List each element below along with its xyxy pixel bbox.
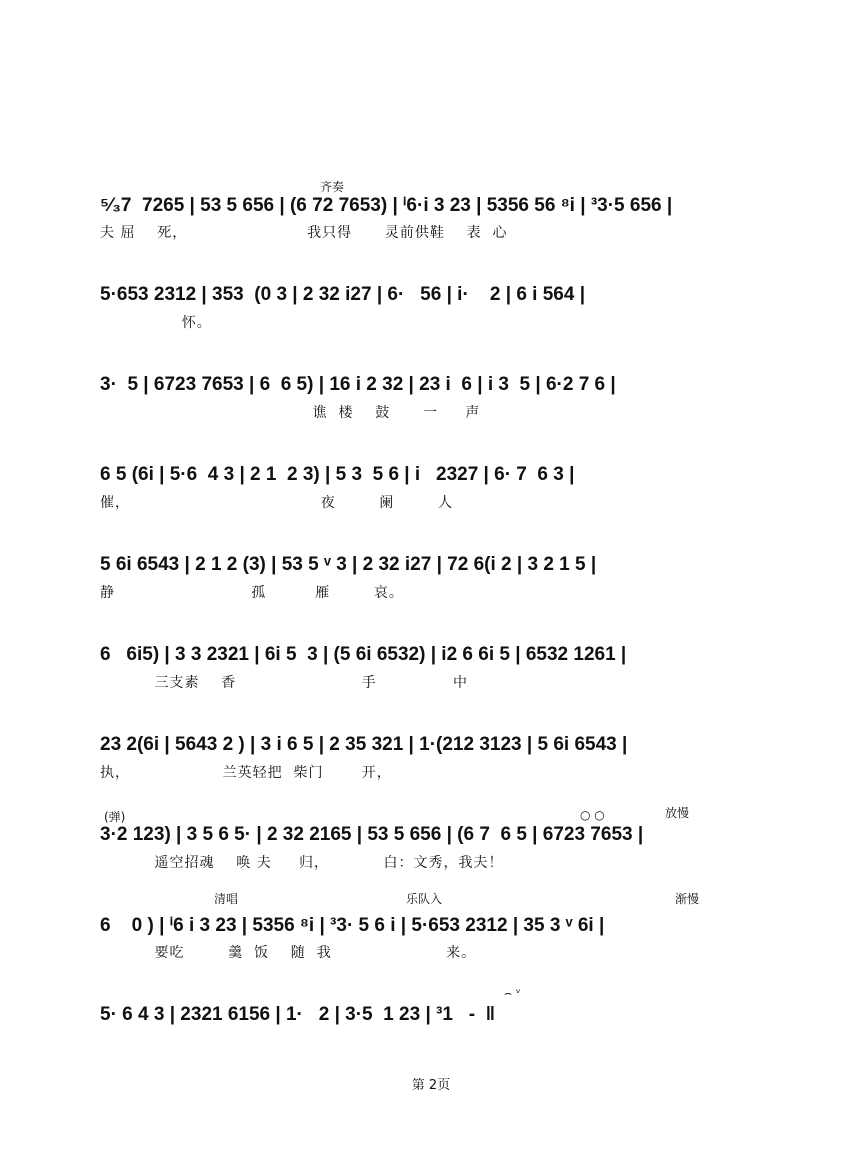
score-system-1 <box>100 180 770 244</box>
performance-mark: 清唱 <box>214 892 239 906</box>
lyric-line: 催， 夜 阑 人 <box>100 495 453 511</box>
score-system-5 <box>100 554 770 604</box>
score-system-8 <box>100 806 770 874</box>
score-system-10 <box>100 986 770 1044</box>
lyric-line: 遥空招魂 唤 夫 归， 白：文秀，我夫！ <box>100 855 504 871</box>
lyric-line: 三支素 香 手 中 <box>100 675 468 691</box>
score-system-3 <box>100 374 770 424</box>
notation-line: 23 2(6i | 5643 2 ) | 3 i 6 5 | 2 35 321 | 1·(212 3123 | 5 6i 6543 | <box>100 734 628 755</box>
score-system-9 <box>100 892 770 964</box>
score-system-7 <box>100 734 770 784</box>
notation-line: 5 6i 6543 | 2 1 2 (3) | 53 5 ᵛ 3 | 2 32 i27 | 72 6(i 2 | 3 2 1 5 | <box>100 554 597 575</box>
performance-mark: 乐队入 <box>406 892 443 906</box>
score-system-4 <box>100 464 770 514</box>
lyric-line: 夫 屈 死， 我只得 灵前供鞋 表 心 <box>100 225 508 241</box>
notation-line: 5·653 2312 | 353 (0 3 | 2 32 i27 | 6· 56 | i· 2 | 6 i 564 | <box>100 284 586 305</box>
lyric-line: 要吃 羹 饭 随 我 来。 <box>100 945 477 961</box>
score-system-2 <box>100 284 770 334</box>
notation-line: 3· 5 | 6723 7653 | 6 6 5) | 16 i 2 32 | 23 i 6 | i 3 5 | 6·2 7 6 | <box>100 374 616 395</box>
lyric-line: 怀。 <box>100 315 212 331</box>
performance-mark: 渐慢 <box>675 892 700 906</box>
notation-line: 6 6i5) | 3 3 2321 | 6i 5 3 | (5 6i 6532) | i2 6 6i 5 | 6532 1261 | <box>100 644 627 665</box>
performance-mark: (弹) <box>104 810 126 824</box>
lyric-line: 执， 兰英轻把 柴门 开， <box>100 765 392 781</box>
notation-line: 5· 6 4 3 | 2321 6156 | 1· 2 | 3·5 1 23 | ³1 - ‖ <box>100 1004 496 1025</box>
notation-line: ⁵⁄₃7 7265 | 53 5 656 | (6 72 7653) | ⁱ6·i 3 23 | 5356 56 ⁸i | ³3·5 656 | <box>100 195 673 216</box>
page-number: 第 2页 <box>411 1078 451 1093</box>
notation-line: 6 0 ) | ⁱ6 i 3 23 | 5356 ⁸i | ³3· 5 6 i | 5·653 2312 | 35 3 ᵛ 6i | <box>100 915 605 936</box>
performance-mark: ○ ○ <box>580 808 605 822</box>
notation-line: 6 5 (6i | 5·6 4 3 | 2 1 2 3) | 5 3 5 6 | i 2327 | 6· 7 6 3 | <box>100 464 575 485</box>
performance-mark: 齐奏 <box>320 180 345 194</box>
lyric-line: 静 孤 雁 哀。 <box>100 585 404 601</box>
performance-mark: ⌢ ᵛ <box>504 986 521 1000</box>
notation-line: 3·2 123) | 3 5 6 5· | 2 32 2165 | 53 5 656 | (6 7 6 5 | 6723 7653 | <box>100 824 644 845</box>
score-system-6 <box>100 644 770 694</box>
lyric-line: 谯 楼 鼓 一 声 <box>100 405 481 421</box>
performance-mark: 放慢 <box>665 806 690 820</box>
